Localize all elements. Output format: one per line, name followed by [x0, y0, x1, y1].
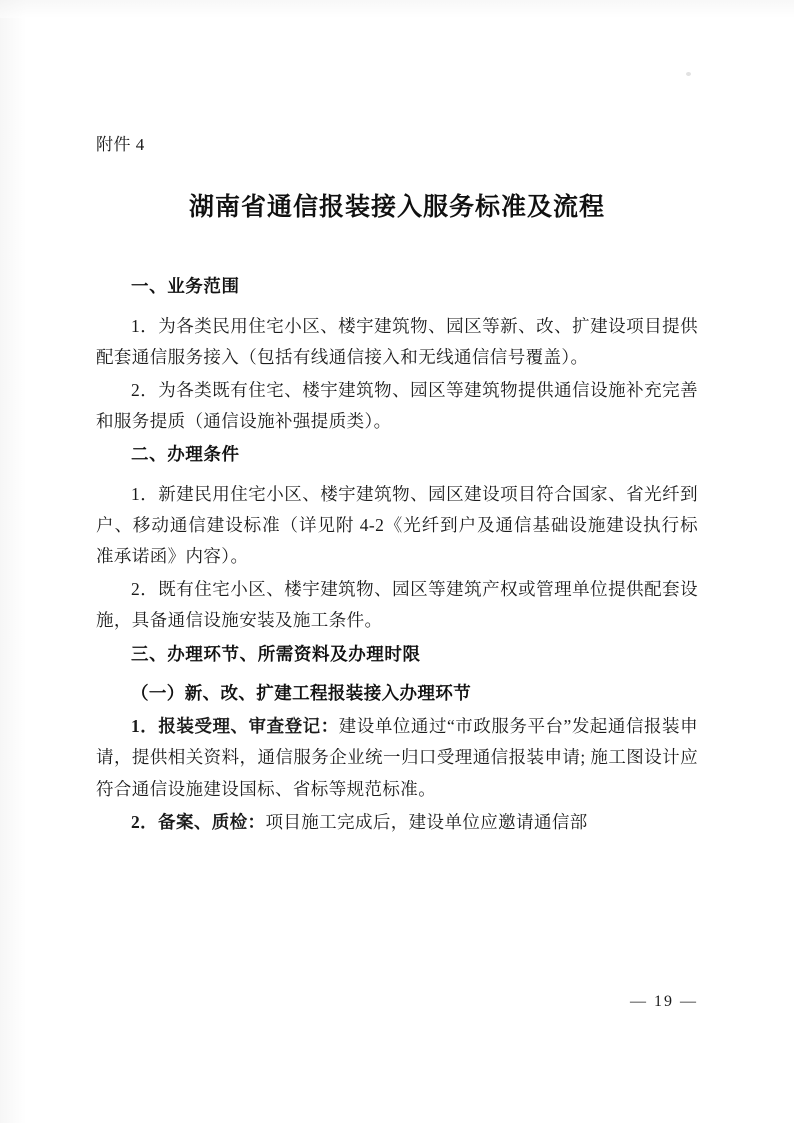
section-heading-conditions: 二、办理条件	[131, 444, 240, 465]
page-number: — 19 —	[630, 993, 698, 1010]
scan-edge-shadow-left	[0, 0, 26, 1123]
attachment-label: 附件 4	[96, 135, 145, 154]
paragraph-scope-2: 2．为各类既有住宅、楼宇建筑物、园区等建筑物提供通信设施补充完善和服务提质（通信设施补强提质类）。	[96, 379, 698, 432]
page-title: 湖南省通信报装接入服务标准及流程	[188, 194, 605, 221]
step-2-lead: 2．备案、质检：	[131, 811, 266, 832]
section-heading-process: 三、办理环节、所需资料及办理时限	[131, 643, 421, 664]
paragraph-step-2	[96, 807, 698, 838]
paragraph-step-1	[96, 711, 698, 804]
paragraph-scope-1: 1．为各类民用住宅小区、楼宇建筑物、园区等新、改、扩建设项目提供配套通信服务接入（包括有线通信接入和无线通信信号覆盖）。	[96, 315, 698, 367]
step-1-lead: 1．报装受理、审查登记：	[131, 716, 339, 737]
scan-edge-shadow-top	[0, 0, 794, 18]
document-body	[96, 271, 698, 838]
section-heading-business-scope: 一、业务范围	[131, 276, 240, 296]
step-2-text: 项目施工完成后，建设单位应邀请通信部	[265, 811, 588, 832]
scan-speck	[686, 72, 691, 76]
subsection-heading-new-build: （一）新、改、扩建工程报装接入办理环节	[131, 683, 472, 704]
step-1-text: 建设单位通过“市政服务平台”发起通信报装申请，提供相关资料，通信服务企业统一归口受理通信报装申请; 施工图设计应符合通信设施建设国标、省标等规范标准。	[96, 716, 698, 799]
paragraph-conditions-1: 1．新建民用住宅小区、楼宇建筑物、园区建设项目符合国家、省光纤到户、移动通信建设标准（详见附 4-2《光纤到户及通信基础设施建设执行标准承诺函》内容）。	[96, 483, 698, 567]
paragraph-conditions-2: 2．既有住宅小区、楼宇建筑物、园区等建筑产权或管理单位提供配套设施，具备通信设施安装及施工条件。	[96, 579, 698, 631]
